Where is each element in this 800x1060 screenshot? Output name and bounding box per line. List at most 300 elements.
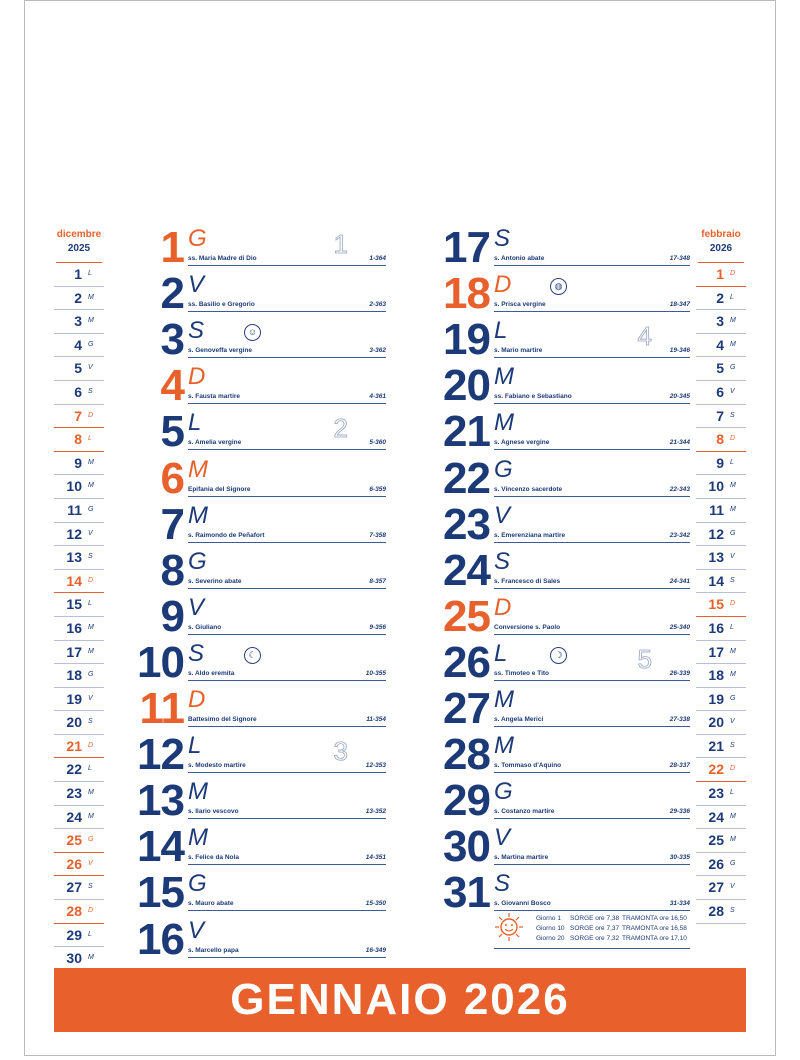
day-rule: [188, 542, 386, 543]
day-number: 17: [443, 223, 490, 272]
day-number: 28: [443, 730, 490, 780]
saint-name: Conversione s. Paolo: [494, 623, 561, 631]
mini-day-row: [54, 428, 104, 452]
week-number: 1: [333, 229, 348, 259]
weekday-letter: M: [494, 363, 514, 391]
mini-day-number: 4: [716, 336, 724, 353]
day-rule: [494, 311, 690, 312]
day-count: 16-349: [365, 946, 386, 954]
mini-day-weekday: M: [88, 623, 94, 631]
day-rule: [188, 910, 386, 911]
mini-day-number: 1: [74, 266, 82, 282]
weekday-letter: M: [188, 824, 208, 852]
mini-day-row: [54, 617, 104, 641]
saint-name: s. Martina martire: [494, 854, 549, 862]
mini-day-number: 26: [708, 855, 724, 872]
saint-name: s. Ilario vescovo: [188, 808, 239, 816]
day-rule: [494, 588, 690, 589]
mini-day-weekday: M: [88, 789, 94, 797]
mini-day-number: 2: [716, 289, 724, 306]
day-count: 19-346: [669, 347, 690, 355]
saint-name: ss. Maria Madre di Dio: [188, 255, 257, 262]
day-row: [428, 269, 690, 320]
mini-day-weekday: S: [730, 576, 735, 584]
day-rule: [494, 496, 690, 497]
day-count: 10-355: [365, 669, 386, 677]
day-count: 18-347: [669, 301, 690, 309]
day-number: 13: [137, 776, 184, 826]
mini-day-number: 13: [66, 549, 82, 566]
day-rule: [188, 311, 386, 312]
day-row: [122, 269, 386, 320]
saint-name: s. Aldo eremita: [188, 669, 235, 677]
weekday-letter: D: [188, 686, 206, 713]
day-rule: [494, 265, 690, 266]
mini-day-number: 25: [708, 832, 724, 849]
mini-day-weekday: S: [730, 411, 735, 419]
mini-day-row: [54, 405, 104, 429]
day-row: [428, 453, 690, 505]
sun-info-rule: [494, 948, 690, 949]
mini-day-row: [54, 287, 104, 311]
saint-name: s. Marcello papa: [188, 946, 239, 954]
mini-day-number: 29: [66, 926, 82, 943]
mini-day-row: [696, 617, 746, 641]
saint-name: ss. Fabiano e Sebastiano: [494, 393, 572, 401]
weekday-letter: L: [494, 639, 508, 667]
mini-day-row: [696, 688, 746, 712]
mini-day-number: 25: [66, 832, 82, 849]
mini-day-number: 11: [67, 501, 82, 518]
moon-phase-icon: ◍: [550, 278, 567, 295]
mini-day-number: 22: [708, 761, 724, 778]
mini-day-weekday: G: [730, 364, 736, 372]
day-row: [428, 684, 690, 735]
sun-row: Giorno 10 SORGE ore 7,37 TRAMONTA ore 16,58: [536, 925, 687, 932]
day-rule: [188, 588, 386, 589]
mini-day-weekday: S: [88, 387, 93, 395]
mini-day-row: [54, 782, 104, 806]
day-row: [428, 730, 690, 781]
mini-day-row: [696, 499, 746, 523]
mini-day-row: [696, 570, 746, 594]
day-number: 18: [443, 269, 490, 319]
prev-month-year: 2025: [67, 243, 91, 254]
mini-day-row: [54, 735, 104, 759]
mini-day-row: [696, 876, 746, 900]
weekday-letter: M: [188, 501, 208, 529]
day-rule: [188, 818, 386, 819]
mini-day-weekday: L: [88, 600, 92, 608]
next-month-year: 2026: [709, 243, 733, 254]
mini-day-row: [54, 593, 104, 617]
saint-name: s. Agnese vergine: [494, 439, 550, 447]
day-count: 6-359: [369, 485, 386, 493]
day-number: 19: [443, 315, 490, 365]
mini-day-number: 15: [708, 596, 724, 613]
mini-day-number: 30: [66, 950, 82, 967]
mini-day-weekday: V: [730, 387, 735, 395]
mini-day-number: 12: [66, 525, 82, 542]
mini-day-number: 17: [708, 643, 724, 660]
mini-day-number: 19: [66, 690, 82, 707]
mini-day-weekday: D: [730, 765, 736, 773]
day-count: 30-335: [669, 854, 690, 862]
day-count: 1-364: [369, 255, 386, 262]
mini-day-number: 8: [716, 431, 724, 448]
mini-day-number: 23: [66, 785, 82, 802]
day-count: 11-354: [366, 716, 386, 723]
mini-day-row: [696, 334, 746, 358]
mini-day-weekday: G: [730, 529, 736, 537]
mini-day-number: 4: [74, 336, 82, 353]
mini-day-weekday: D: [88, 741, 94, 749]
day-row: [122, 684, 386, 735]
day-count: 28-337: [669, 762, 690, 770]
day-number: 12: [137, 730, 184, 780]
day-count: 27-338: [669, 716, 690, 723]
mini-day-weekday: M: [730, 812, 736, 820]
day-number: 5: [160, 407, 184, 457]
day-number: 11: [139, 684, 184, 733]
mini-day-number: 5: [716, 360, 724, 377]
saint-name: Battesimo del Signore: [188, 716, 257, 723]
day-row: [122, 776, 386, 827]
mini-day-weekday: S: [88, 883, 93, 891]
day-row: [428, 591, 690, 643]
day-rule: [188, 403, 386, 404]
mini-day-weekday: M: [730, 836, 736, 844]
mini-day-weekday: G: [88, 671, 94, 679]
day-row: [428, 637, 690, 689]
weekday-letter: S: [188, 639, 205, 667]
sun-row: Giorno 20 SORGE ore 7,32 TRAMONTA ore 17,10: [536, 935, 687, 942]
mini-day-weekday: S: [88, 718, 93, 726]
mini-day-row: [696, 381, 746, 405]
weekday-letter: V: [188, 593, 205, 621]
mini-day-row: [696, 428, 746, 452]
moon-phase-icon: ☺: [244, 324, 261, 341]
saint-name: s. Francesco di Sales: [494, 577, 561, 585]
day-count: 3-362: [369, 347, 386, 355]
day-count: 12-353: [365, 762, 386, 770]
saint-name: ss. Timoteo e Tito: [494, 669, 550, 677]
day-row: [122, 223, 386, 274]
weekday-letter: V: [188, 271, 205, 299]
day-rule: [188, 265, 386, 266]
mini-day-weekday: M: [88, 812, 94, 820]
saint-name: s. Vincenzo sacerdote: [494, 485, 563, 493]
mini-day-number: 24: [708, 808, 724, 825]
prev-month-header: [54, 228, 104, 256]
weekday-letter: D: [494, 593, 512, 621]
mini-day-weekday: M: [730, 482, 736, 490]
day-number: 31: [443, 868, 490, 918]
mini-day-number: 27: [708, 879, 724, 896]
day-count: 29-336: [669, 808, 690, 816]
mini-day-row: [696, 806, 746, 830]
mini-day-number: 18: [708, 667, 724, 684]
moon-phase-icon: ☽: [550, 647, 567, 664]
weekday-letter: V: [494, 824, 511, 852]
day-rule: [188, 772, 386, 773]
weekday-letter: M: [188, 455, 208, 483]
day-number: 4: [160, 361, 184, 411]
day-row: [122, 545, 386, 597]
day-number: 26: [443, 637, 490, 687]
mini-day-weekday: M: [730, 505, 736, 513]
saint-name: s. Emerenziana martire: [494, 531, 566, 539]
day-rule: [494, 403, 690, 404]
mini-day-row: [696, 357, 746, 381]
day-number: 23: [443, 499, 490, 549]
mini-day-number: 10: [66, 478, 82, 495]
day-row: [122, 407, 386, 458]
day-count: 7-358: [369, 531, 386, 539]
weekday-letter: G: [188, 547, 207, 575]
mini-day-number: 27: [66, 879, 82, 896]
day-count: 21-344: [669, 439, 690, 447]
mini-day-number: 17: [66, 643, 82, 660]
day-rule: [188, 496, 386, 497]
mini-day-number: 3: [74, 313, 82, 330]
saint-name: ss. Basilio e Gregorio: [188, 301, 255, 309]
mini-day-row: [54, 711, 104, 735]
day-rule: [494, 542, 690, 543]
day-number: 2: [160, 269, 184, 319]
mini-day-weekday: D: [88, 411, 94, 419]
prev-month-column: [54, 228, 104, 994]
mini-day-weekday: L: [88, 270, 92, 277]
mini-day-weekday: V: [730, 883, 735, 891]
weekday-letter: S: [494, 225, 511, 252]
mini-day-number: 18: [66, 667, 82, 684]
mini-day-weekday: V: [88, 529, 93, 537]
mini-day-row: [696, 593, 746, 617]
mini-day-weekday: L: [88, 765, 92, 773]
mini-day-row: [54, 546, 104, 570]
mini-day-weekday: M: [730, 317, 736, 325]
mini-day-weekday: V: [88, 694, 93, 702]
saint-name: s. Prisca vergine: [494, 301, 546, 309]
mini-day-row: [696, 664, 746, 688]
sun-icon: [494, 912, 524, 942]
mini-day-number: 21: [66, 737, 82, 754]
mini-day-number: 20: [66, 714, 82, 731]
weekday-letter: M: [494, 732, 514, 760]
mini-day-number: 21: [708, 737, 724, 754]
day-number: 14: [137, 822, 184, 872]
mini-day-number: 23: [708, 785, 724, 802]
day-row: [428, 776, 690, 827]
day-number: 9: [160, 591, 184, 641]
mini-day-row: [696, 853, 746, 877]
mini-day-weekday: G: [730, 694, 736, 702]
saint-name: s. Severino abate: [188, 577, 242, 585]
day-row: [428, 407, 690, 458]
mini-day-row: [696, 287, 746, 311]
mini-day-weekday: G: [730, 859, 736, 867]
mini-day-row: [696, 641, 746, 665]
day-row: [122, 591, 386, 643]
mini-day-number: 28: [708, 903, 724, 920]
day-row: [122, 499, 386, 551]
mini-day-weekday: M: [88, 293, 94, 301]
day-count: 4-361: [369, 393, 386, 401]
weekday-letter: D: [494, 271, 512, 299]
mini-day-row: [54, 381, 104, 405]
day-count: 9-356: [369, 623, 386, 631]
mini-day-weekday: M: [730, 340, 736, 348]
saint-name: s. Fausta martire: [188, 393, 241, 401]
day-rule: [494, 449, 690, 450]
week-number: 2: [333, 413, 348, 444]
mini-day-row: [54, 924, 104, 948]
saint-name: s. Costanzo martire: [494, 808, 555, 816]
day-count: 20-345: [669, 393, 690, 401]
weekday-letter: S: [494, 870, 511, 898]
day-count: 17-348: [669, 255, 690, 262]
day-row: [122, 914, 386, 966]
day-count: 22-343: [669, 485, 690, 493]
mini-day-row: [54, 452, 104, 476]
mini-day-row: [696, 452, 746, 476]
day-rule: [188, 864, 386, 865]
mini-day-weekday: V: [88, 364, 93, 372]
day-count: 14-351: [365, 854, 386, 862]
day-row: [122, 637, 386, 689]
weekday-letter: M: [494, 409, 514, 437]
mini-day-number: 22: [66, 761, 82, 778]
mini-day-row: [54, 475, 104, 499]
week-number: 3: [333, 736, 348, 767]
saint-name: s. Raimondo de Peñafort: [188, 531, 265, 539]
mini-day-weekday: M: [88, 458, 94, 466]
mini-day-number: 2: [74, 289, 82, 306]
mini-day-number: 11: [709, 501, 724, 518]
day-number: 24: [443, 545, 490, 595]
mini-day-row: [54, 829, 104, 853]
mini-day-number: 10: [708, 478, 724, 495]
mini-day-number: 26: [66, 855, 82, 872]
mini-day-row: [54, 876, 104, 900]
day-number: 8: [160, 545, 184, 595]
mini-day-weekday: D: [730, 600, 736, 608]
saint-name: s. Modesto martire: [188, 762, 246, 770]
saint-name: s. Angela Merici: [494, 716, 544, 723]
saint-name: s. Giovanni Bosco: [494, 900, 551, 908]
mini-day-number: 19: [708, 690, 724, 707]
saint-name: s. Genoveffa vergine: [188, 347, 252, 355]
saint-name: s. Mauro abate: [188, 900, 234, 908]
mini-day-weekday: V: [88, 859, 93, 867]
mini-day-row: [54, 641, 104, 665]
weekday-letter: G: [188, 225, 207, 252]
mini-day-weekday: V: [730, 718, 735, 726]
day-number: 27: [443, 684, 490, 733]
mini-day-number: 6: [74, 383, 82, 400]
day-number: 25: [443, 591, 490, 641]
mini-day-row: [54, 310, 104, 334]
day-rule: [494, 634, 690, 635]
weekday-letter: L: [494, 317, 508, 345]
day-row: [122, 822, 386, 873]
weekday-letter: M: [188, 778, 208, 806]
day-rule: [494, 864, 690, 865]
mini-day-number: 7: [74, 407, 82, 424]
day-row: [428, 868, 690, 919]
week-number: 5: [637, 643, 652, 674]
mini-day-number: 14: [708, 572, 724, 589]
day-row: [428, 315, 690, 366]
mini-day-row: [54, 357, 104, 381]
next-month-header: [696, 228, 746, 256]
mini-day-row: [696, 523, 746, 547]
mini-day-number: 5: [74, 360, 82, 377]
mini-day-row: [54, 758, 104, 782]
mini-day-row: [54, 499, 104, 523]
mini-day-weekday: M: [730, 647, 736, 655]
mini-day-row: [696, 829, 746, 853]
day-number: 16: [137, 914, 184, 964]
mini-day-number: 14: [66, 572, 82, 589]
day-rule: [494, 680, 690, 681]
day-rule: [494, 772, 690, 773]
mini-day-number: 16: [66, 619, 82, 636]
weekday-letter: L: [188, 409, 202, 437]
mini-day-weekday: S: [730, 907, 735, 915]
next-month-name: febbraio: [701, 229, 741, 240]
next-month-column: [696, 228, 746, 924]
weekday-letter: D: [188, 363, 206, 391]
saint-name: s. Tommaso d'Aquino: [494, 762, 562, 770]
mini-day-row: [54, 688, 104, 712]
saint-name: Epifania del Signore: [188, 485, 251, 493]
mini-day-weekday: L: [730, 789, 734, 797]
weekday-letter: S: [188, 317, 205, 345]
mini-day-number: 6: [716, 383, 724, 400]
day-rule: [188, 680, 386, 681]
day-row: [428, 361, 690, 412]
day-count: 23-342: [669, 531, 690, 539]
day-number: 30: [443, 822, 490, 872]
day-rule: [494, 818, 690, 819]
mini-day-weekday: M: [88, 647, 94, 655]
mini-day-row: [54, 900, 104, 924]
day-number: 3: [160, 315, 184, 365]
sun-row: Giorno 1 SORGE ore 7,38 TRAMONTA ore 16,50: [536, 915, 687, 922]
day-rule: [494, 726, 690, 727]
month-title-banner: GENNAIO 2026: [54, 968, 746, 1032]
saint-name: s. Amelia vergine: [188, 439, 242, 447]
prev-month-name: dicembre: [56, 229, 102, 240]
mini-day-row: [54, 263, 104, 287]
day-rule: [494, 357, 690, 358]
day-row: [428, 499, 690, 551]
day-number: 7: [160, 499, 184, 549]
mini-day-row: [696, 263, 746, 287]
mini-day-weekday: M: [88, 954, 94, 962]
mini-day-weekday: D: [730, 270, 736, 277]
day-number: 29: [443, 776, 490, 826]
day-row: [122, 361, 386, 412]
weekday-letter: L: [188, 732, 202, 760]
mini-day-weekday: S: [730, 741, 735, 749]
saint-name: s. Antonio abate: [494, 255, 545, 262]
mini-day-row: [54, 523, 104, 547]
mini-day-row: [696, 475, 746, 499]
mini-day-number: 3: [716, 313, 724, 330]
